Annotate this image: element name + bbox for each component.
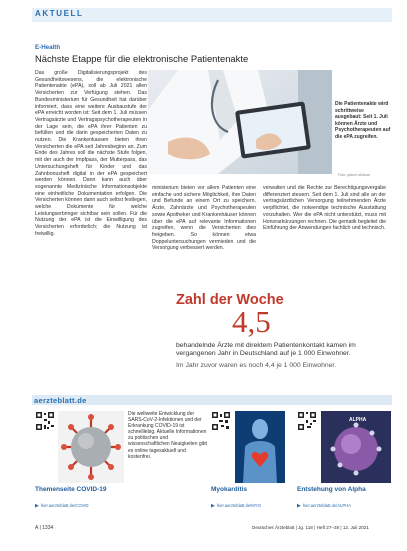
triangle-right-icon: ▶ [297, 503, 301, 509]
article-headline: Nächste Etappe für die elektronische Patientenakte [35, 53, 249, 64]
photo-caption: Die Patientenakte wird schrittweise ausgebaut: Seit 1. Juli können Ärzte und Psychotherapeuten auf die ePA zugreifen. [335, 101, 391, 140]
covid-virus-image[interactable] [58, 411, 124, 483]
tile-label-myokarditis[interactable]: Myokarditis [211, 486, 248, 493]
page-number: A | 1334 [35, 525, 54, 531]
triangle-right-icon: ▶ [211, 503, 215, 509]
number-of-week-value: 4,5 [232, 304, 271, 339]
number-of-week-text: behandelnde Ärzte mit direktem Patientenkontakt kamen im vergangenen Jahr in Deutschland auf je 1 000 Einwohner. [176, 342, 356, 358]
tile-label-alpha[interactable]: Entstehung von Alpha [297, 486, 366, 493]
tile-label-covid[interactable]: Themenseite COVID-19 [35, 486, 107, 493]
triangle-right-icon: ▶ [35, 503, 39, 509]
heart-body-image[interactable] [235, 411, 285, 483]
alpha-variant-image[interactable] [321, 411, 391, 483]
photo-credit: Foto: picture alliance [338, 173, 371, 177]
qr-code-icon[interactable] [211, 411, 231, 431]
alpha-badge: ALPHA [349, 417, 367, 423]
tile-link-alpha[interactable]: ▶ hier.aerzteblatt.de/ALPHA [297, 503, 352, 509]
article-photo [148, 70, 332, 174]
section-title: AKTUELL [35, 9, 84, 18]
article-column-1: Das große Digitalisierungsprojekt des Gesundheitswesens, die elektronische Patientenakte (ePA), soll ab Juli 2021 allen Versicherten zur Verfügung stehen. Das Bundesministerium für Gesundheit hat darüber informiert, dass eine weitere Ausbaustufe der ePA erreicht worden ist: Seit dem 1. Juli müssen Vertragsärzte und Vertragspsychotherapeuten in der Lage sein, die ePA ihrer Patienten zu befüllen und die darin gespeicherten Daten zu nutzen. Die Krankenkassen bieten ihren Versicherten die ePA seit Jahresbeginn an. Zum Ende des Jahres soll die nächste Stufe folgen, mit der auch der Impfpass, der Mutterpass, das Untersuchungsheft für Kinder und das Zahnbonusheft digital in der ePA gespeichert werden können. Dann kann auch über sogenannte Medizinische Informationsobjekte eine einheitliche Dokumentation erfolgen. Die Versicherten können dann auch selbst festlegen, welche Dokumente für welche Leistungserbringer sichtbar sein sollen. Für die Nutzung der ePA ist die Einwilligung des Versicherten erforderlich; die Nutzung ist freiwillig. [35, 70, 147, 237]
article-column-2: ministerium bieten vor allem Patienten eine einfache und sichere Möglichkeit, ihre Daten und Befunde an einem Ort zu speichern. Ärzte, Zahnärzte und Psychotherapeuten sowie Apotheker und Krankenhäuser können über die ePA auf relevante Informationen zugreifen, wenn die Versicherten dies freigeben. So können etwa Doppeluntersuchungen vermieden und die Versorgung verbessert werden. [152, 185, 256, 252]
qr-code-icon[interactable] [297, 411, 317, 431]
section-header-bar [32, 8, 392, 22]
tile-link-covid[interactable]: ▶ hier.aerzteblatt.de/COVID [35, 503, 89, 509]
number-of-week-title: Zahl der Woche [176, 292, 284, 308]
article-column-3: verwalten und die Rechte zur Berechtigungsvergabe differenziert steuern. Seit dem 1. Juli sind alle an der vertragsärztlichen Versorgung teilnehmenden Ärzte verpflichtet, die notwendige technische Ausstattung vorzuhalten. Wer die ePA nicht unterstützt, muss mit Honorarkürzungen rechnen. Die gematik begleitet die Einführung der Anwendungen fachlich und technisch. [263, 185, 386, 232]
article-rubric: E-Health [35, 44, 61, 51]
aerzteblatt-box-text: Die weltweite Entwicklung der SARS-CoV-2-Infektionen und der Erkrankung COVID-19 ist schnelllebig. Aktuelle Informationen zu politischen und wissenschaftlichen Neuigkeiten gibt es online tagesaktuell und kostenfrei. [128, 411, 207, 460]
qr-code-icon[interactable] [35, 411, 55, 431]
number-of-week-subtext: Im Jahr zuvor waren es noch 4,4 je 1 000 Einwohner. [176, 362, 337, 369]
aerzteblatt-title: aerzteblatt.de [34, 396, 87, 405]
journal-reference: Deutsches Ärzteblatt | Jg. 118 | Heft 27–28 | 12. Juli 2021 [252, 525, 369, 530]
tile-link-myokarditis[interactable]: ▶ hier.aerzteblatt.de/MYO [211, 503, 261, 509]
